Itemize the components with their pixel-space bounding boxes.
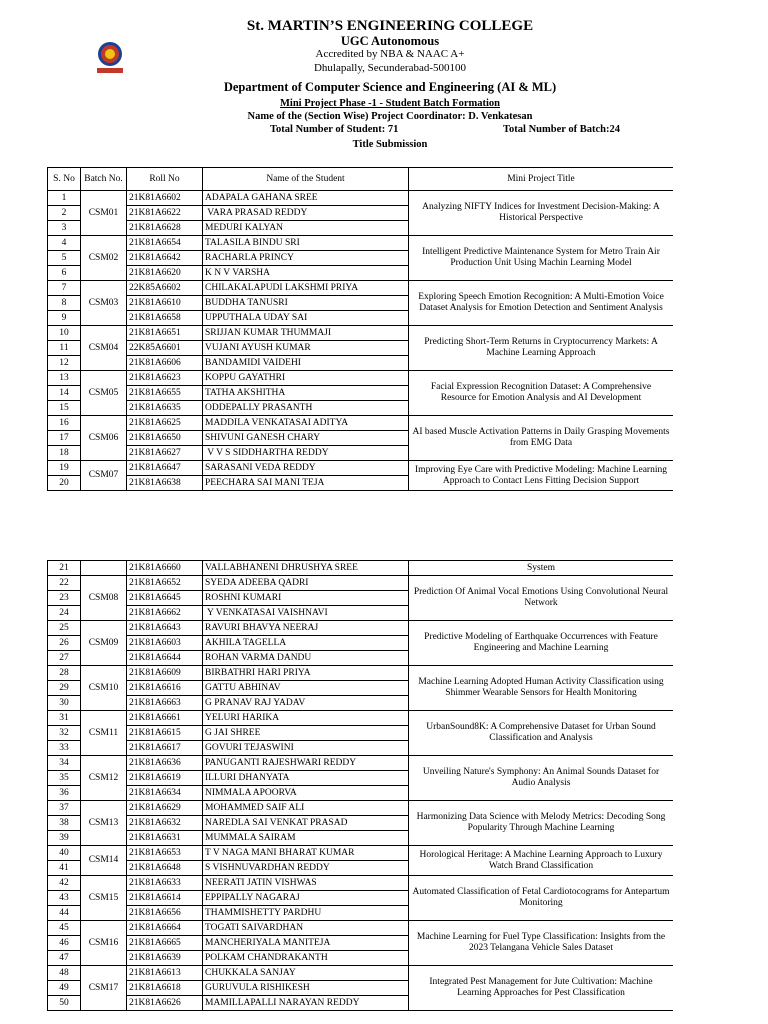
student-name-cell: GOVURI TEJASWINI xyxy=(203,741,409,756)
roll-cell: 21K81A6625 xyxy=(127,416,203,431)
project-title-cell: Unveiling Nature's Symphony: An Animal Sounds Dataset for Audio Analysis xyxy=(409,756,674,801)
student-name-cell: ROHAN VARMA DANDU xyxy=(203,651,409,666)
roll-cell: 21K81A6627 xyxy=(127,446,203,461)
student-name-cell: SRIJJAN KUMAR THUMMAJI xyxy=(203,326,409,341)
table-body-page-1 xyxy=(48,191,674,491)
table-row xyxy=(48,371,674,386)
batch-cell: CSM03 xyxy=(81,281,127,326)
sno-cell: 42 xyxy=(48,876,81,891)
batch-cell: CSM17 xyxy=(81,966,127,1011)
col-header-name: Name of the Student xyxy=(203,168,409,191)
student-name-cell: SHIVUNI GANESH CHARY xyxy=(203,431,409,446)
sno-cell: 22 xyxy=(48,576,81,591)
sno-cell: 4 xyxy=(48,236,81,251)
table-row xyxy=(48,666,674,681)
table-row xyxy=(48,966,674,981)
student-name-cell: MUMMALA SAIRAM xyxy=(203,831,409,846)
project-title-cell: System xyxy=(409,561,674,576)
project-title-cell: Predicting Short-Term Returns in Cryptocurrency Markets: A Machine Learning Approach xyxy=(409,326,674,371)
batch-table-page-2 xyxy=(47,560,673,1024)
roll-cell: 21K81A6628 xyxy=(127,221,203,236)
batch-cell: CSM07 xyxy=(81,461,127,491)
roll-cell: 21K81A6663 xyxy=(127,696,203,711)
student-name-cell: PEECHARA SAI MANI TEJA xyxy=(203,476,409,491)
batch-cell: CSM08 xyxy=(81,576,127,621)
student-name-cell: MAMILLAPALLI NARAYAN REDDY xyxy=(203,996,409,1011)
student-name-cell: ODDEPALLY PRASANTH xyxy=(203,401,409,416)
accreditation: Accredited by NBA & NAAC A+ xyxy=(315,48,465,60)
roll-cell: 21K81A6652 xyxy=(127,576,203,591)
student-name-cell: KOPPU GAYATHRI xyxy=(203,371,409,386)
roll-cell: 21K81A6642 xyxy=(127,251,203,266)
batch-cell: CSM01 xyxy=(81,191,127,236)
sno-cell: 9 xyxy=(48,311,81,326)
student-name-cell: V V S SIDDHARTHA REDDY xyxy=(203,446,409,461)
roll-cell: 21K81A6654 xyxy=(127,236,203,251)
sno-cell: 43 xyxy=(48,891,81,906)
table-row xyxy=(48,281,674,296)
student-name-cell: VALLABHANENI DHRUSHYA SREE xyxy=(203,561,409,576)
sno-cell: 35 xyxy=(48,771,81,786)
title-submission-heading: Title Submission xyxy=(352,139,428,150)
sno-cell: 41 xyxy=(48,861,81,876)
student-name-cell: GATTU ABHINAV xyxy=(203,681,409,696)
sno-cell: 5 xyxy=(48,251,81,266)
batch-cell xyxy=(81,561,127,576)
sno-cell: 7 xyxy=(48,281,81,296)
sno-cell: 49 xyxy=(48,981,81,996)
table-row xyxy=(48,576,674,591)
table-row xyxy=(48,461,674,476)
table-header-row xyxy=(48,168,674,191)
sno-cell: 34 xyxy=(48,756,81,771)
batch-cell: CSM16 xyxy=(81,921,127,966)
sno-cell: 25 xyxy=(48,621,81,636)
student-name-cell: MANCHERIYALA MANITEJA xyxy=(203,936,409,951)
roll-cell: 21K81A6651 xyxy=(127,326,203,341)
student-name-cell: SYEDA ADEEBA QADRI xyxy=(203,576,409,591)
student-name-cell: Y VENKATASAI VAISHNAVI xyxy=(203,606,409,621)
sno-cell: 32 xyxy=(48,726,81,741)
roll-cell: 21K81A6632 xyxy=(127,816,203,831)
project-title-cell: Exploring Speech Emotion Recognition: A Multi-Emotion Voice Dataset Analysis for Emotion Detection and Sentiment Analysis xyxy=(409,281,674,326)
roll-cell: 21K81A6655 xyxy=(127,386,203,401)
student-name-cell: NAREDLA SAI VENKAT PRASAD xyxy=(203,816,409,831)
student-name-cell: MOHAMMED SAIF ALI xyxy=(203,801,409,816)
sno-cell: 16 xyxy=(48,416,81,431)
student-name-cell: NIMMALA APOORVA xyxy=(203,786,409,801)
student-name-cell: VUJANI AYUSH KUMAR xyxy=(203,341,409,356)
batch-cell: CSM11 xyxy=(81,711,127,756)
sno-cell: 2 xyxy=(48,206,81,221)
sno-cell: 39 xyxy=(48,831,81,846)
roll-cell: 21K81A6626 xyxy=(127,996,203,1011)
student-name-cell: PANUGANTI RAJESHWARI REDDY xyxy=(203,756,409,771)
sno-cell: 11 xyxy=(48,341,81,356)
student-name-cell: T V NAGA MANI BHARAT KUMAR xyxy=(203,846,409,861)
batch-cell: CSM12 xyxy=(81,756,127,801)
sno-cell: 23 xyxy=(48,591,81,606)
student-name-cell: EPPIPALLY NAGARAJ xyxy=(203,891,409,906)
student-name-cell: CHILAKALAPUDI LAKSHMI PRIYA xyxy=(203,281,409,296)
college-logo-icon xyxy=(94,40,126,74)
sno-cell: 38 xyxy=(48,816,81,831)
sno-cell: 27 xyxy=(48,651,81,666)
sno-cell: 19 xyxy=(48,461,81,476)
department-title: Department of Computer Science and Engineering (AI & ML) xyxy=(223,80,557,94)
student-name-cell: ILLURI DHANYATA xyxy=(203,771,409,786)
student-name-cell: BUDDHA TANUSRI xyxy=(203,296,409,311)
roll-cell: 21K81A6614 xyxy=(127,891,203,906)
col-header-batch: Batch No. xyxy=(81,168,127,191)
project-title-cell: Improving Eye Care with Predictive Modeling: Machine Learning Approach to Contact Lens Fitting Decision Support xyxy=(409,461,674,491)
sno-cell: 6 xyxy=(48,266,81,281)
roll-cell: 21K81A6661 xyxy=(127,711,203,726)
roll-cell: 21K81A6620 xyxy=(127,266,203,281)
sno-cell: 8 xyxy=(48,296,81,311)
sno-cell: 50 xyxy=(48,996,81,1011)
sno-cell: 15 xyxy=(48,401,81,416)
roll-cell: 21K81A6634 xyxy=(127,786,203,801)
sno-cell: 10 xyxy=(48,326,81,341)
roll-cell: 21K81A6623 xyxy=(127,371,203,386)
batch-cell: CSM13 xyxy=(81,801,127,846)
roll-cell: 21K81A6616 xyxy=(127,681,203,696)
table-row xyxy=(48,621,674,636)
project-title-cell: Facial Expression Recognition Dataset: A Comprehensive Resource for Emotion Analysis and AI Development xyxy=(409,371,674,416)
sno-cell: 29 xyxy=(48,681,81,696)
sno-cell: 48 xyxy=(48,966,81,981)
sno-cell: 33 xyxy=(48,741,81,756)
table-row xyxy=(48,191,674,206)
sno-cell: 17 xyxy=(48,431,81,446)
batch-cell: CSM02 xyxy=(81,236,127,281)
total-students: Total Number of Student: 71 xyxy=(270,124,399,135)
table-row xyxy=(48,846,674,861)
student-name-cell: ADAPALA GAHANA SREE xyxy=(203,191,409,206)
sno-cell: 31 xyxy=(48,711,81,726)
student-name-cell: TALASILA BINDU SRI xyxy=(203,236,409,251)
table-row xyxy=(48,756,674,771)
roll-cell: 21K81A6610 xyxy=(127,296,203,311)
roll-cell: 21K81A6660 xyxy=(127,561,203,576)
sno-cell: 47 xyxy=(48,951,81,966)
roll-cell: 21K81A6636 xyxy=(127,756,203,771)
roll-cell: 21K81A6602 xyxy=(127,191,203,206)
roll-cell: 21K81A6639 xyxy=(127,951,203,966)
table-body-page-2 xyxy=(48,561,674,1011)
sno-cell: 45 xyxy=(48,921,81,936)
roll-cell: 21K81A6644 xyxy=(127,651,203,666)
project-title-cell: Harmonizing Data Science with Melody Metrics: Decoding Song Popularity Through Machine Learning xyxy=(409,801,674,846)
student-name-cell: TATHA AKSHITHA xyxy=(203,386,409,401)
project-title-cell: Predictive Modeling of Earthquake Occurrences with Feature Engineering and Machine Learning xyxy=(409,621,674,666)
student-name-cell: MEDURI KALYAN xyxy=(203,221,409,236)
project-title-cell: AI based Muscle Activation Patterns in Daily Grasping Movements from EMG Data xyxy=(409,416,674,461)
sno-cell: 18 xyxy=(48,446,81,461)
student-name-cell: AKHILA TAGELLA xyxy=(203,636,409,651)
project-title-cell: UrbanSound8K: A Comprehensive Dataset for Urban Sound Classification and Analysis xyxy=(409,711,674,756)
student-name-cell: THAMMISHETTY PARDHU xyxy=(203,906,409,921)
table-row xyxy=(48,561,674,576)
student-name-cell: G PRANAV RAJ YADAV xyxy=(203,696,409,711)
roll-cell: 21K81A6648 xyxy=(127,861,203,876)
roll-cell: 21K81A6653 xyxy=(127,846,203,861)
roll-cell: 21K81A6662 xyxy=(127,606,203,621)
student-name-cell: UPPUTHALA UDAY SAI xyxy=(203,311,409,326)
sno-cell: 26 xyxy=(48,636,81,651)
student-name-cell: GURUVULA RISHIKESH xyxy=(203,981,409,996)
roll-cell: 21K81A6656 xyxy=(127,906,203,921)
roll-cell: 21K81A6647 xyxy=(127,461,203,476)
student-name-cell: NEERATI JATIN VISHWAS xyxy=(203,876,409,891)
batch-cell: CSM15 xyxy=(81,876,127,921)
roll-cell: 21K81A6615 xyxy=(127,726,203,741)
student-name-cell: ROSHNI KUMARI xyxy=(203,591,409,606)
batch-cell: CSM14 xyxy=(81,846,127,876)
roll-cell: 22K85A6602 xyxy=(127,281,203,296)
roll-cell: 21K81A6664 xyxy=(127,921,203,936)
student-name-cell: POLKAM CHANDRAKANTH xyxy=(203,951,409,966)
student-name-cell: S VISHNUVARDHAN REDDY xyxy=(203,861,409,876)
student-name-cell: MADDILA VENKATASAI ADITYA xyxy=(203,416,409,431)
roll-cell: 21K81A6618 xyxy=(127,981,203,996)
batch-table-page-1 xyxy=(47,167,673,492)
roll-cell: 21K81A6645 xyxy=(127,591,203,606)
sno-cell: 36 xyxy=(48,786,81,801)
project-title-cell: Integrated Pest Management for Jute Cultivation: Machine Learning Approaches for Pest Classification xyxy=(409,966,674,1011)
batch-cell: CSM05 xyxy=(81,371,127,416)
roll-cell: 21K81A6629 xyxy=(127,801,203,816)
student-name-cell: CHUKKALA SANJAY xyxy=(203,966,409,981)
project-title-cell: Machine Learning for Fuel Type Classification: Insights from the 2023 Telangana Vehicle Sales Dataset xyxy=(409,921,674,966)
col-header-sno: S. No xyxy=(48,168,81,191)
roll-cell: 21K81A6638 xyxy=(127,476,203,491)
student-name-cell: G JAI SHREE xyxy=(203,726,409,741)
table-row xyxy=(48,921,674,936)
roll-cell: 21K81A6658 xyxy=(127,311,203,326)
batch-cell: CSM04 xyxy=(81,326,127,371)
sno-cell: 3 xyxy=(48,221,81,236)
project-title-cell: Automated Classification of Fetal Cardiotocograms for Antepartum Monitoring xyxy=(409,876,674,921)
ugc-status: UGC Autonomous xyxy=(340,34,440,48)
project-title-cell: Machine Learning Adopted Human Activity Classification using Shimmer Wearable Sensors for Health Monitoring xyxy=(409,666,674,711)
sno-cell: 20 xyxy=(48,476,81,491)
batch-cell: CSM06 xyxy=(81,416,127,461)
student-name-cell: TOGATI SAIVARDHAN xyxy=(203,921,409,936)
sno-cell: 28 xyxy=(48,666,81,681)
student-name-cell: RACHARLA PRINCY xyxy=(203,251,409,266)
table-row xyxy=(48,801,674,816)
address: Dhulapally, Secunderabad-500100 xyxy=(313,62,467,74)
roll-cell: 21K81A6609 xyxy=(127,666,203,681)
roll-cell: 21K81A6665 xyxy=(127,936,203,951)
sno-cell: 44 xyxy=(48,906,81,921)
table-row xyxy=(48,236,674,251)
student-name-cell: YELURI HARIKA xyxy=(203,711,409,726)
table-row xyxy=(48,876,674,891)
project-title-cell: Intelligent Predictive Maintenance System for Metro Train Air Production Unit Using Machin Learning Model xyxy=(409,236,674,281)
roll-cell: 21K81A6633 xyxy=(127,876,203,891)
roll-cell: 21K81A6631 xyxy=(127,831,203,846)
sno-cell: 12 xyxy=(48,356,81,371)
coordinator-line: Name of the (Section Wise) Project Coordinator: D. Venkatesan xyxy=(247,111,533,122)
roll-cell: 21K81A6606 xyxy=(127,356,203,371)
student-name-cell: BIRBATHRI HARI PRIYA xyxy=(203,666,409,681)
student-name-cell: BANDAMIDI VAIDEHI xyxy=(203,356,409,371)
batch-cell: CSM09 xyxy=(81,621,127,666)
roll-cell: 22K85A6601 xyxy=(127,341,203,356)
roll-cell: 21K81A6643 xyxy=(127,621,203,636)
table-row xyxy=(48,416,674,431)
col-header-title: Mini Project Title xyxy=(409,168,674,191)
roll-cell: 21K81A6617 xyxy=(127,741,203,756)
student-name-cell: K N V VARSHA xyxy=(203,266,409,281)
total-batches: Total Number of Batch:24 xyxy=(503,124,620,135)
student-name-cell: RAVURI BHAVYA NEERAJ xyxy=(203,621,409,636)
college-name: St. MARTIN’S ENGINEERING COLLEGE xyxy=(246,18,534,34)
table-row xyxy=(48,326,674,341)
mini-project-heading: Mini Project Phase -1 - Student Batch Formation xyxy=(280,98,500,109)
col-header-roll: Roll No xyxy=(127,168,203,191)
student-name-cell: VARA PRASAD REDDY xyxy=(203,206,409,221)
sno-cell: 1 xyxy=(48,191,81,206)
sno-cell: 46 xyxy=(48,936,81,951)
sno-cell: 37 xyxy=(48,801,81,816)
roll-cell: 21K81A6650 xyxy=(127,431,203,446)
roll-cell: 21K81A6613 xyxy=(127,966,203,981)
project-title-cell: Horological Heritage: A Machine Learning Approach to Luxury Watch Brand Classification xyxy=(409,846,674,876)
roll-cell: 21K81A6622 xyxy=(127,206,203,221)
student-name-cell: SARASANI VEDA REDDY xyxy=(203,461,409,476)
sno-cell: 21 xyxy=(48,561,81,576)
batch-cell: CSM10 xyxy=(81,666,127,711)
table-row xyxy=(48,711,674,726)
roll-cell: 21K81A6603 xyxy=(127,636,203,651)
sno-cell: 40 xyxy=(48,846,81,861)
roll-cell: 21K81A6619 xyxy=(127,771,203,786)
sno-cell: 24 xyxy=(48,606,81,621)
project-title-cell: Prediction Of Animal Vocal Emotions Using Convolutional Neural Network xyxy=(409,576,674,621)
sno-cell: 30 xyxy=(48,696,81,711)
sno-cell: 14 xyxy=(48,386,81,401)
roll-cell: 21K81A6635 xyxy=(127,401,203,416)
project-title-cell: Analyzing NIFTY Indices for Investment Decision-Making: A Historical Perspective xyxy=(409,191,674,236)
sno-cell: 13 xyxy=(48,371,81,386)
